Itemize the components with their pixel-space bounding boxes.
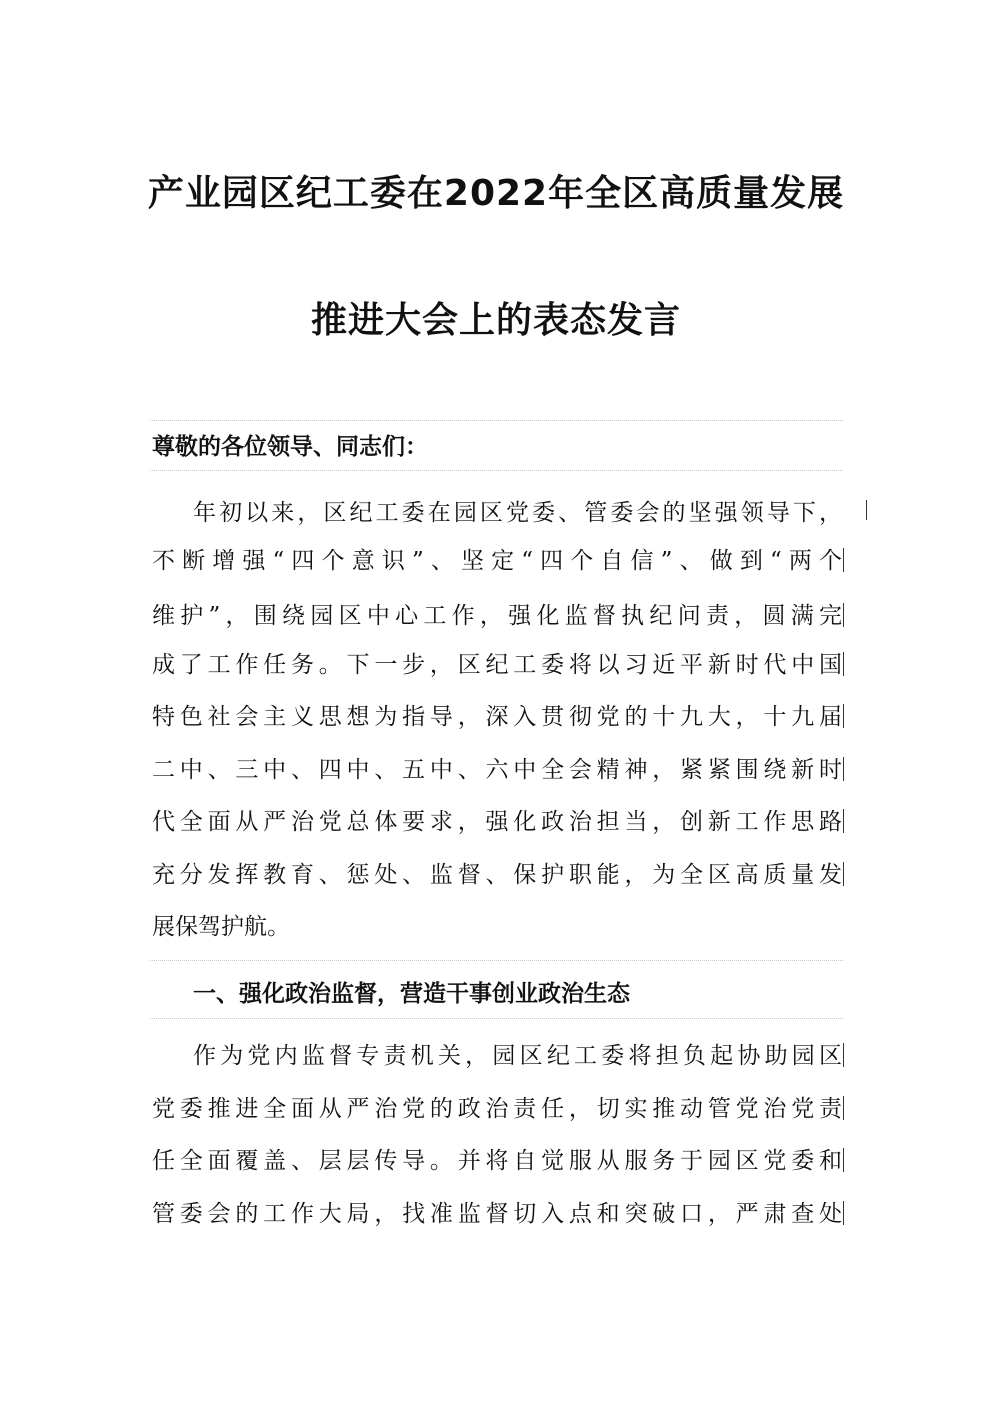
margin-mark [843, 1043, 844, 1067]
paragraph-line: 作为党内监督专责机关，园区纪工委将担负起协助园区 [193, 1043, 842, 1069]
margin-mark [843, 809, 844, 833]
section-heading: 一、强化政治监督，营造干事创业政治生态 [193, 981, 630, 1007]
salutation: 尊敬的各位领导、同志们： [152, 434, 428, 460]
margin-mark [843, 757, 844, 781]
margin-mark [866, 500, 867, 520]
paragraph-line: 党委推进全面从严治党的政治责任，切实推动管党治党责 [152, 1096, 842, 1122]
margin-mark [843, 548, 844, 572]
margin-mark [843, 704, 844, 728]
dotted-divider [150, 470, 843, 471]
paragraph-line: 任全面覆盖、层层传导。并将自觉服从服务于园区党委和 [152, 1148, 842, 1174]
paragraph-line: 展保驾护航。 [152, 914, 290, 940]
margin-mark [843, 1096, 844, 1120]
document-title-line-1: 产业园区纪工委在2022年全区高质量发展 [147, 173, 845, 214]
dotted-divider [150, 1018, 843, 1019]
paragraph-line: 特色社会主义思想为指导，深入贯彻党的十九大，十九届 [152, 704, 842, 730]
margin-mark [843, 862, 844, 886]
paragraph-line: 成了工作任务。下一步，区纪工委将以习近平新时代中国 [152, 652, 842, 678]
paragraph-line: 代全面从严治党总体要求，强化政治担当，创新工作思路 [152, 809, 842, 835]
paragraph-line: 不断增强“四个意识”、坚定“四个自信”、做到“两个 [152, 548, 842, 574]
dotted-divider [150, 420, 843, 421]
margin-mark [843, 1201, 844, 1225]
dotted-divider [150, 960, 843, 961]
paragraph-line: 管委会的工作大局，找准监督切入点和突破口，严肃查处 [152, 1201, 842, 1227]
margin-mark [843, 652, 844, 676]
paragraph-line: 年初以来，区纪工委在园区党委、管委会的坚强领导下， [193, 500, 842, 526]
paragraph-line: 二中、三中、四中、五中、六中全会精神，紧紧围绕新时 [152, 757, 842, 783]
margin-mark [843, 603, 844, 627]
paragraph-line: 充分发挥教育、惩处、监督、保护职能，为全区高质量发 [152, 862, 842, 888]
paragraph-line: 维护”，围绕园区中心工作，强化监督执纪问责，圆满完 [152, 603, 842, 629]
margin-mark [843, 1148, 844, 1172]
document-title-line-2: 推进大会上的表态发言 [310, 300, 681, 341]
